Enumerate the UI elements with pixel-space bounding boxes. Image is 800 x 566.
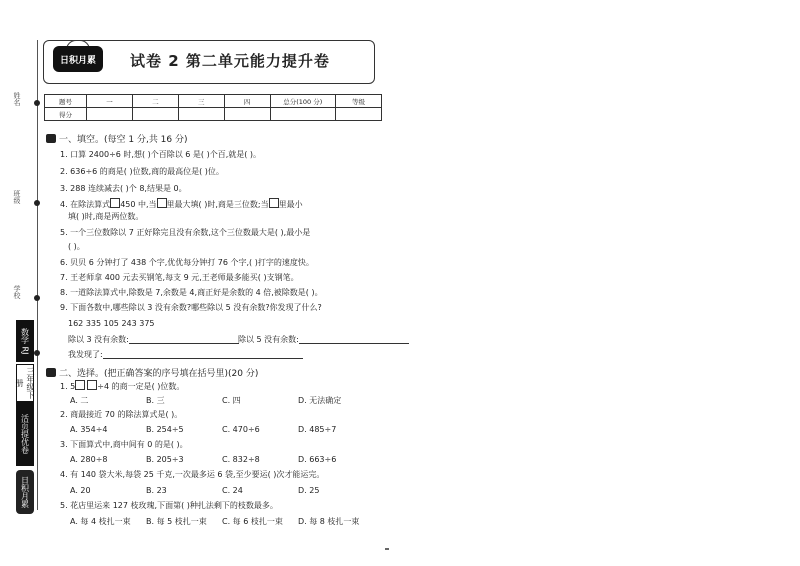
option-d: D. 663÷6 <box>298 455 337 464</box>
option-a: A. 20 <box>70 486 91 495</box>
spine-label-name: 姓名 <box>13 92 21 106</box>
question-text: 4. 在除法算式 <box>60 200 111 209</box>
option-c: C. 四 <box>222 396 241 405</box>
question-7: 7. 王老师拿 400 元去买钢笔,每支 9 元,王老师最多能买( )支钢笔。 <box>60 273 299 282</box>
digit-box <box>75 380 85 390</box>
spine-grade: 三年级下册 <box>16 364 34 402</box>
question-9: 9. 下面各数中,哪些除以 3 没有余数?哪些除以 5 没有余数?你发现了什么? <box>60 303 322 312</box>
score-input-cell[interactable] <box>132 108 178 121</box>
answer-blank[interactable] <box>103 349 303 359</box>
binding-line <box>37 40 38 510</box>
score-table <box>44 94 382 121</box>
table-row <box>45 95 382 108</box>
question-5-cont: ( )。 <box>68 242 85 251</box>
binding-hole <box>34 295 40 301</box>
answer-label: 我发现了: <box>68 350 103 359</box>
option-d: D. 每 8 枝扎一束 <box>298 517 360 526</box>
answer-line-found <box>68 349 303 360</box>
question-4 <box>60 198 303 210</box>
binding-spine <box>0 0 42 566</box>
section-heading <box>46 132 188 145</box>
binding-hole <box>34 350 40 356</box>
table-cell: 二 <box>132 95 178 108</box>
spine-label-school: 学校 <box>13 285 21 299</box>
spine-logo: 日积月累 <box>16 470 34 514</box>
option-c: C. 24 <box>222 486 243 495</box>
question-6: 6. 贝贝 6 分钟打了 438 个字,优优每分钟打 76 个字,( )打字的速度快。 <box>60 258 314 267</box>
answer-line-div3 <box>68 334 239 345</box>
answer-label: 除以 5 没有余数: <box>238 335 299 344</box>
score-input-cell[interactable] <box>87 108 133 121</box>
section-marker-icon <box>46 368 56 377</box>
score-input-cell[interactable] <box>336 108 382 121</box>
option-c: C. 832÷8 <box>222 455 260 464</box>
question-text: ÷4 的商一定是( )位数。 <box>97 382 185 391</box>
question-text: 1. 5 <box>60 382 76 391</box>
section-title: 一、填空。(每空 1 分,共 16 分) <box>59 135 188 145</box>
option-b: B. 每 5 枝扎一束 <box>146 517 207 526</box>
table-cell: 三 <box>178 95 224 108</box>
choice-question-4: 4. 有 140 袋大米,每袋 25 千克,一次最多运 6 袋,至少要运( )次才能运完。 <box>60 470 325 479</box>
page-mark <box>385 548 389 550</box>
answer-blank[interactable] <box>299 334 409 344</box>
score-input-cell[interactable] <box>178 108 224 121</box>
choice-question-3: 3. 下面算式中,商中间有 0 的是( )。 <box>60 440 188 449</box>
question-4-cont: 填( )时,商是两位数。 <box>68 212 144 221</box>
table-row <box>45 108 382 121</box>
digit-box <box>110 198 120 208</box>
answer-label: 除以 3 没有余数: <box>68 335 129 344</box>
option-a: A. 二 <box>70 396 89 405</box>
spine-series: 活页提优卷 <box>16 402 34 466</box>
option-d: D. 25 <box>298 486 320 495</box>
option-c: C. 每 6 枝扎一束 <box>222 517 283 526</box>
section-heading <box>46 366 258 379</box>
binding-hole <box>34 100 40 106</box>
digit-box <box>87 380 97 390</box>
section-marker-icon <box>46 134 56 143</box>
choice-question-2: 2. 商最接近 70 的除法算式是( )。 <box>60 410 183 419</box>
option-c: C. 470÷6 <box>222 425 260 434</box>
table-cell: 得分 <box>45 108 87 121</box>
digit-box <box>269 198 279 208</box>
spine-label-class: 班级 <box>13 190 21 204</box>
table-cell: 题号 <box>45 95 87 108</box>
option-b: B. 23 <box>146 486 167 495</box>
question-8: 8. 一道除法算式中,除数是 7,余数是 4,商正好是余数的 4 倍,被除数是( )。 <box>60 288 323 297</box>
table-cell: 总分(100 分) <box>270 95 336 108</box>
section-title: 二、选择。(把正确答案的序号填在括号里)(20 分) <box>59 369 259 379</box>
choice-question-5: 5. 花店里运来 127 枝玫瑰,下面第( )种扎法剩下的枝数最多。 <box>60 501 278 510</box>
table-cell: 等级 <box>336 95 382 108</box>
question-1: 1. 口算 2400÷6 时,想( )个百除以 6 是( )个百,就是( )。 <box>60 150 262 159</box>
binding-hole <box>34 200 40 206</box>
spine-brand-block <box>16 320 34 516</box>
answer-blank[interactable] <box>129 334 239 344</box>
score-input-cell[interactable] <box>224 108 270 121</box>
question-5: 5. 一个三位数除以 7 正好除完且没有余数,这个三位数最大是( ),最小是 <box>60 228 311 237</box>
question-2: 2. 636÷6 的商是( )位数,商的最高位是( )位。 <box>60 167 224 176</box>
option-d: D. 485÷7 <box>298 425 337 434</box>
question-text: 里最大填( )时,商是三位数;当 <box>166 200 269 209</box>
number-list: 162 335 105 243 375 <box>68 319 155 328</box>
option-a: A. 280÷8 <box>70 455 108 464</box>
question-text: 里最小 <box>278 200 303 209</box>
choice-question-1 <box>60 380 184 392</box>
option-a: A. 每 4 枝扎一束 <box>70 517 131 526</box>
page-title: 试卷 2 第二单元能力提升卷 <box>130 52 330 70</box>
option-b: B. 254÷5 <box>146 425 184 434</box>
option-b: B. 205÷3 <box>146 455 184 464</box>
digit-box <box>157 198 167 208</box>
option-a: A. 354÷4 <box>70 425 108 434</box>
table-cell: 四 <box>224 95 270 108</box>
option-d: D. 无法确定 <box>298 396 342 405</box>
question-text: 450 中,当 <box>120 200 157 209</box>
score-input-cell[interactable] <box>270 108 336 121</box>
answer-line-div5 <box>238 334 409 345</box>
brand-logo: 日积月累 <box>53 46 103 72</box>
question-3: 3. 288 连续减去( )个 8,结果是 0。 <box>60 184 187 193</box>
spine-subject: 数学 RJ <box>16 320 34 362</box>
table-cell: 一 <box>87 95 133 108</box>
option-b: B. 三 <box>146 396 165 405</box>
